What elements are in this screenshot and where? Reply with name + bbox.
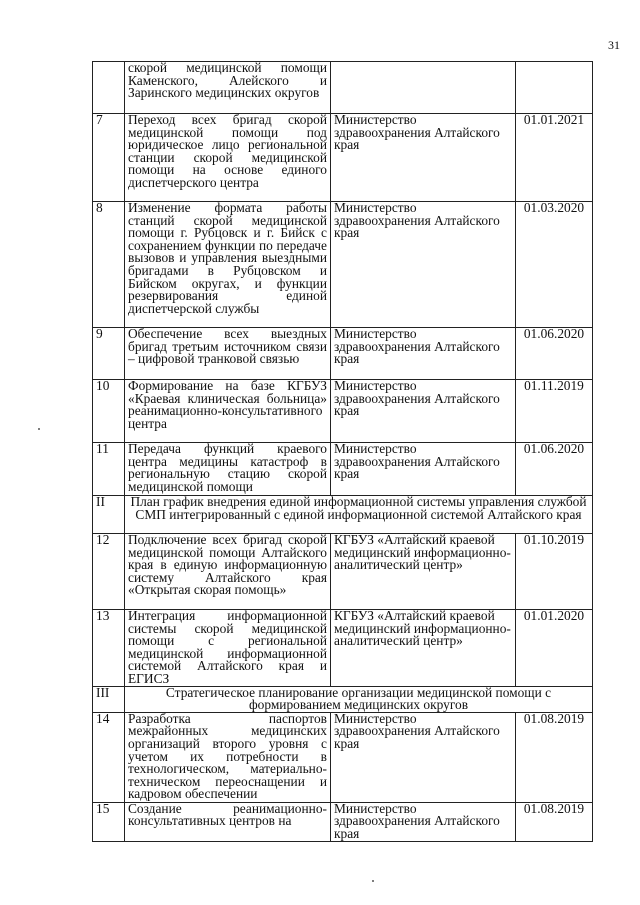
table-row <box>93 802 593 841</box>
responsible-cell: Министерство здравоохранения Алтайского края <box>331 802 516 841</box>
responsible-cell: КГБУЗ «Алтайский краевой медицинский информационно-аналитический центр» <box>331 610 516 687</box>
page-number: 31 <box>608 38 620 52</box>
responsible-cell: Министерство здравоохранения Алтайского края <box>331 328 516 380</box>
responsible-cell: Министерство здравоохранения Алтайского края <box>331 114 516 202</box>
section-title: План график внедрения единой информационной системы управления службой СМП интегрированный с единой информационной системой Алтайского края <box>125 496 593 534</box>
row-number: 12 <box>93 534 125 610</box>
section-title: Стратегическое планирование организации медицинской помощи с формированием медицинских округов <box>125 686 593 712</box>
section-number: III <box>93 686 125 712</box>
action-plan-table <box>92 61 593 842</box>
row-number: 14 <box>93 712 125 802</box>
table-row <box>93 443 593 496</box>
table-row <box>93 534 593 610</box>
deadline-cell: 01.03.2020 <box>516 202 593 328</box>
responsible-cell: Министерство здравоохранения Алтайского края <box>331 202 516 328</box>
section-row <box>93 496 593 534</box>
section-number: II <box>93 496 125 534</box>
action-cell: Разработка паспортов межрайонных медицинских организаций второго уровня с учетом их потребности в технологическом, материально-техническом переоснащении и кадровом обеспечении <box>125 712 331 802</box>
deadline-cell: 01.08.2019 <box>516 802 593 841</box>
scan-speck <box>372 880 374 882</box>
table-row <box>93 62 593 114</box>
responsible-cell: Министерство здравоохранения Алтайского края <box>331 712 516 802</box>
deadline-cell: 01.01.2020 <box>516 610 593 687</box>
table-row <box>93 328 593 380</box>
action-cell: Формирование на базе КГБУЗ «Краевая клиническая больница» реанимационно-консультативного центра <box>125 380 331 443</box>
row-number: 8 <box>93 202 125 328</box>
row-number: 10 <box>93 380 125 443</box>
deadline-cell: 01.10.2019 <box>516 534 593 610</box>
responsible-cell: Министерство здравоохранения Алтайского края <box>331 443 516 496</box>
deadline-cell: 01.01.2021 <box>516 114 593 202</box>
action-cell: Интеграция информационной системы скорой медицинской помощи с региональной медицинской информационной системой Алтайского края и ЕГИСЗ <box>125 610 331 687</box>
action-cell: Изменение формата работы станций скорой медицинской помощи г. Рубцовск и г. Бийск с сохранением функции по передаче вызовов и управления выездными бригадами в Рубцовском и Бийском округах, и функции резервирования единой диспетчерской службы <box>125 202 331 328</box>
action-cell: Подключение всех бригад скорой медицинской помощи Алтайского края в единую информационную систему Алтайского края «Открытая скорая помощь» <box>125 534 331 610</box>
deadline-cell <box>516 62 593 114</box>
action-cell: скорой медицинской помощи Каменского, Алейского и Заринского медицинских округов <box>125 62 331 114</box>
action-cell: Создание реанимационно-консультативных центров на <box>125 802 331 841</box>
deadline-cell: 01.06.2020 <box>516 328 593 380</box>
table-row <box>93 202 593 328</box>
row-number: 15 <box>93 802 125 841</box>
action-cell: Передача функций краевого центра медицины катастроф в региональную стацию скорой медицинской помощи <box>125 443 331 496</box>
row-number: 9 <box>93 328 125 380</box>
action-cell: Переход всех бригад скорой медицинской помощи под юридическое лицо региональной станции скорой медицинской помощи на основе единого диспетчерского центра <box>125 114 331 202</box>
row-number: 7 <box>93 114 125 202</box>
table-row <box>93 114 593 202</box>
table-row <box>93 610 593 687</box>
responsible-cell: Министерство здравоохранения Алтайского края <box>331 380 516 443</box>
scan-speck <box>38 428 40 430</box>
section-row <box>93 686 593 712</box>
table-row <box>93 380 593 443</box>
row-number: 13 <box>93 610 125 687</box>
responsible-cell <box>331 62 516 114</box>
action-cell: Обеспечение всех выездных бригад третьим источником связи – цифровой транковой связью <box>125 328 331 380</box>
deadline-cell: 01.11.2019 <box>516 380 593 443</box>
deadline-cell: 01.08.2019 <box>516 712 593 802</box>
row-number <box>93 62 125 114</box>
deadline-cell: 01.06.2020 <box>516 443 593 496</box>
row-number: 11 <box>93 443 125 496</box>
table-row <box>93 712 593 802</box>
responsible-cell: КГБУЗ «Алтайский краевой медицинский информационно-аналитический центр» <box>331 534 516 610</box>
